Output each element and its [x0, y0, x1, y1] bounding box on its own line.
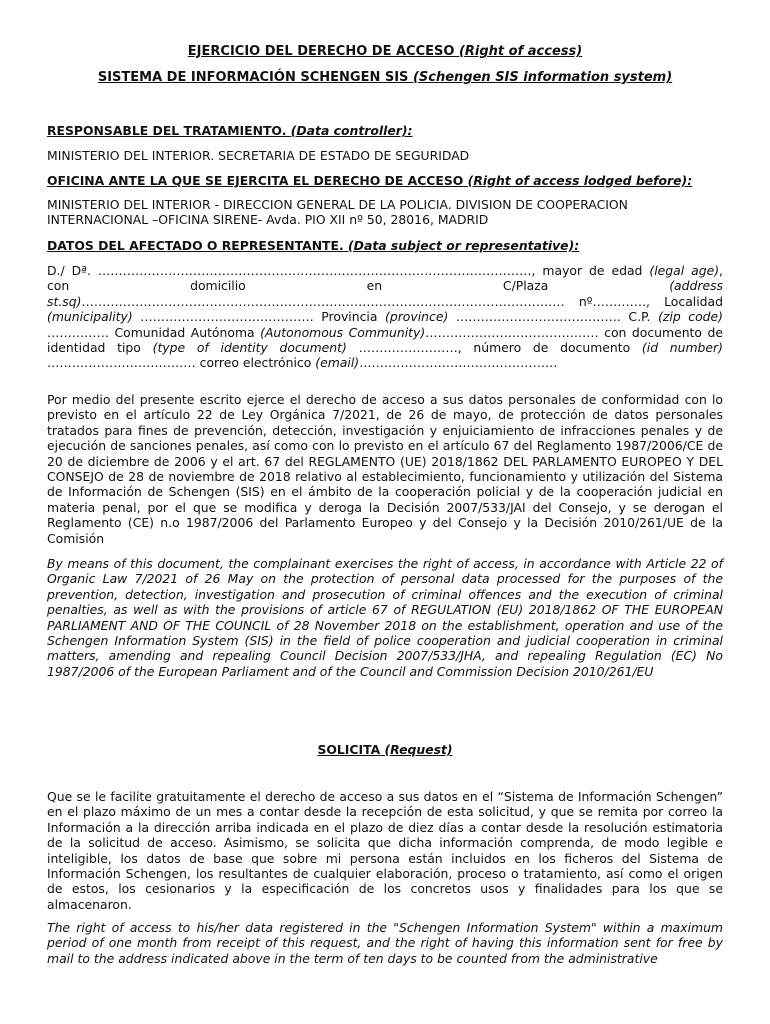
document-title: [47, 44, 723, 59]
office-value: MINISTERIO DEL INTERIOR - DIRECCION GENERAL DE LA POLICIA. DIVISION DE COOPERACION INTERNACIONAL –OFICINA SIRENE- Avda. PIO XII nº 50, 28016, MADRID: [47, 197, 628, 228]
request-heading-english: (Request): [384, 742, 453, 757]
request-body-spanish: Que se le facilite gratuitamente el derecho de acceso a sus datos en el “Sistema de Información Schengen” en el plazo máximo de un mes a contar desde la recepción de esta solicitud, y que se remita por correo la Información a la dirección arriba indicada en el plazo de diez días a contar desde la resolución estimatoria de la solicitud de acceso. Asimismo, se solicita que dicha información comprenda, de modo legible e inteligible, los datos de base que sobre mi persona están incluidos en los ficheros del Sistema de Información Schengen, los resultantes de cualquier elaboración, proceso o tratamiento, así como el origen de estos, los cesionarios y la especificación de los concretos usos y finalidades para los que se almacenaron.: [47, 789, 723, 912]
subject-heading-english: (Data subject or representative):: [348, 238, 580, 253]
form-text: …………………………………. C.P.: [448, 309, 659, 325]
form-text: D./ Dª. ……………………………………………………………………………………………, mayor de edad: [47, 263, 650, 278]
title-english: (Right of access): [458, 44, 583, 59]
form-text: …………… Comunidad Autónoma: [47, 324, 261, 340]
request-body-english: The right of access to his/her data registered in the "Schengen Information System" within a maximum period of one month from receipt of this request, and the right of having this information sent for free by mail to the address indicated above in the term of ten days to be counted from the administrative: [47, 920, 723, 966]
form-field-hint: (type of identity document): [152, 340, 347, 356]
form-field-hint: (municipality): [47, 309, 133, 325]
subject-heading-spanish: DATOS DEL AFECTADO O REPRESENTANTE.: [47, 238, 344, 253]
form-field-hint: (email): [315, 355, 360, 371]
subject-form: [47, 263, 723, 371]
form-field-hint: (Autonomous Community): [260, 324, 426, 340]
form-text: ……………………………………………………………………………………………………… nº…………., Localidad: [81, 293, 723, 309]
document-subtitle: [47, 70, 723, 85]
form-text: ……………………, número de documento: [346, 340, 642, 356]
form-field-hint: (address st.sq): [47, 278, 723, 309]
title-spanish: EJERCICIO DEL DERECHO DE ACCESO: [187, 44, 455, 59]
form-text: …………………………………………: [359, 355, 558, 371]
controller-heading: [47, 123, 723, 138]
controller-heading-spanish: RESPONSABLE DEL TRATAMIENTO.: [47, 123, 287, 138]
controller-value: MINISTERIO DEL INTERIOR. SECRETARIA DE ESTADO DE SEGURIDAD: [47, 148, 470, 163]
body-spanish: Por medio del presente escrito ejerce el derecho de acceso a sus datos personales de conformidad con lo previsto en el artículo 22 de Ley Orgánica 7/2021, de 26 de mayo, de protección de datos personales tratados para fines de prevención, detección, investigación y enjuiciamiento de infracciones penales y de ejecución de sanciones penales, así como con lo previsto en el artículo 67 del Reglamento 1987/2006/CE de 20 de diciembre de 2006 y el art. 67 del REGLAMENTO (UE) 2018/1862 DEL PARLAMENTO EUROPEO Y DEL CONSEJO de 28 de noviembre de 2018 relativo al establecimiento, funcionamiento y utilización del Sistema de Información de Schengen (SIS) en el ámbito de la cooperación policial y de la cooperación judicial en materia penal, por el que se modifica y deroga la Decisión 2007/533/JAI del Consejo, y se derogan el Reglamento (CE) n.o 1987/2006 del Parlamento Europeo y del Consejo y la Decisión 2010/261/UE de la Comisión: [47, 392, 723, 546]
form-text: …………………………………… con documento de identidad tipo: [47, 324, 723, 356]
form-field-hint: (id number): [641, 340, 723, 356]
form-field-hint: (province): [385, 309, 449, 325]
form-text: …………………………………… Provincia: [132, 309, 385, 325]
controller-heading-english: (Data controller):: [290, 123, 413, 138]
request-heading: [47, 742, 723, 757]
body-english: By means of this document, the complainant exercises the right of access, in accordance with Article 22 of Organic Law 7/2021 of 26 May on the protection of personal data processed for the purposes of the prevention, detection, investigation and prosecution of criminal offences and the execution of criminal penalties, as well as with the provisions of article 67 of REGULATION (EU) 2018/1862 OF THE EUROPEAN PARLIAMENT AND OF THE COUNCIL of 28 November 2018 on the establishment, operation and use of the Schengen Information System (SIS) in the field of police cooperation and judicial cooperation in criminal matters, amending and repealing Council Decision 2007/533/JHA, and repealing Regulation (EC) No 1987/2006 of the European Parliament and of the Council and Commission Decision 2010/261/EU: [47, 556, 723, 679]
office-heading: [47, 173, 723, 188]
subtitle-english: (Schengen SIS information system): [412, 70, 673, 85]
office-heading-spanish: OFICINA ANTE LA QUE SE EJERCITA EL DERECHO DE ACCESO: [47, 173, 464, 188]
form-field-hint: (zip code): [658, 309, 724, 325]
form-text: , con domicilio en C/Plaza: [47, 263, 723, 294]
request-heading-spanish: SOLICITA: [317, 742, 381, 757]
form-field-hint: (legal age): [649, 263, 720, 278]
form-text: ……………………………… correo electrónico: [47, 355, 316, 371]
office-heading-english: (Right of access lodged before):: [467, 173, 693, 188]
subtitle-spanish: SISTEMA DE INFORMACIÓN SCHENGEN SIS: [97, 70, 409, 85]
subject-heading: [47, 238, 723, 253]
